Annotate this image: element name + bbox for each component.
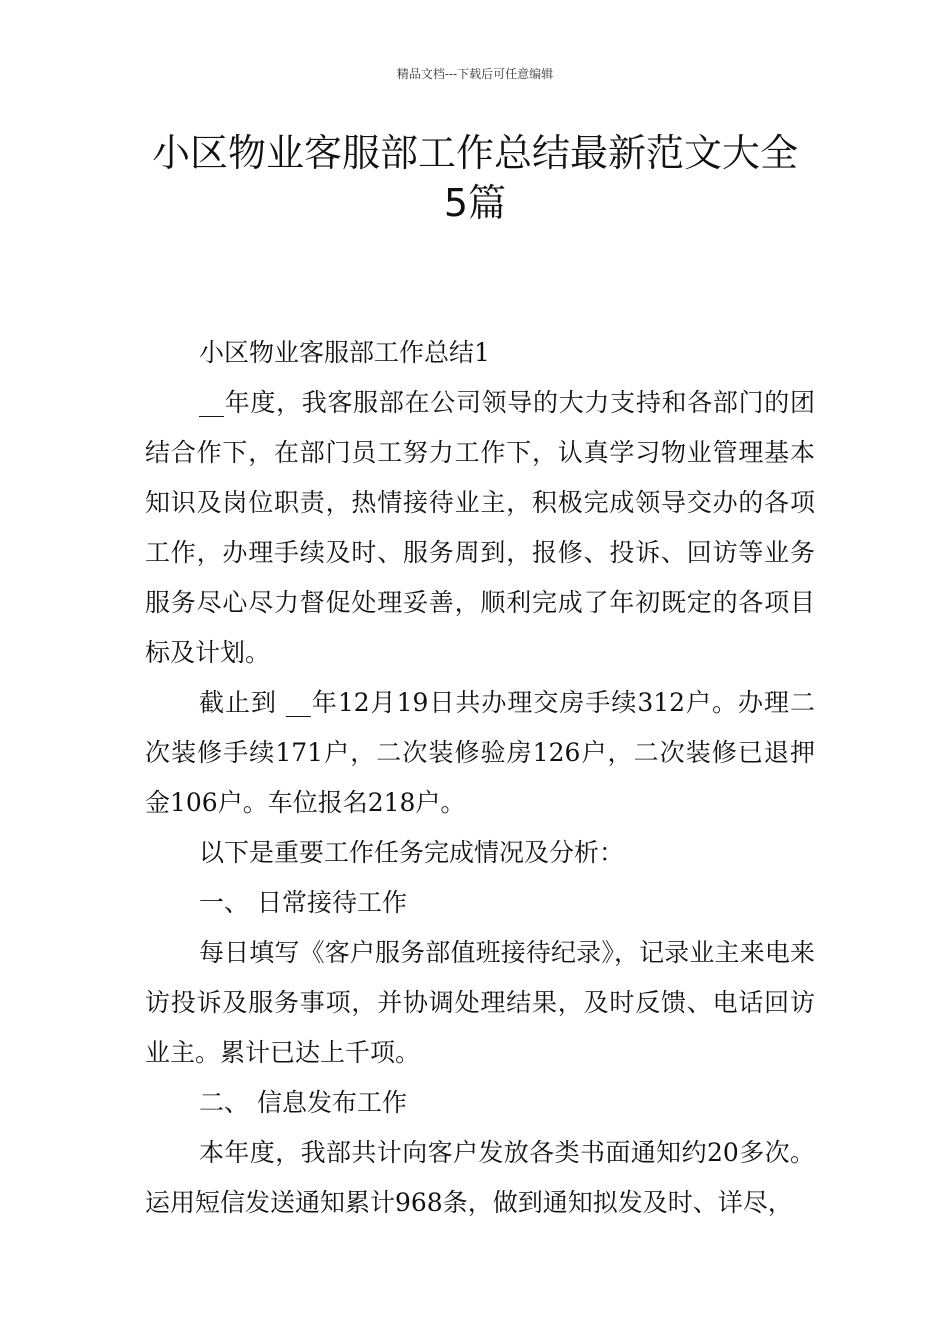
header-note: 精品文档---下载后可任意编辑 bbox=[396, 67, 554, 81]
body-paragraph: 以下是重要工作任务完成情况及分析： bbox=[199, 838, 625, 867]
document-title bbox=[100, 128, 850, 228]
body-paragraph: 截止到 __年12月19日共办理交房手续312户。办理二次装修手续171户，二次装修验房126户，二次装修已退押金106户。车位报名218户。 bbox=[145, 688, 815, 817]
body-paragraph: 每日填写《客户服务部值班接待纪录》，记录业主来电来访投诉及服务事项，并协调处理结果，及时反馈、电话回访业主。累计已达上千项。 bbox=[145, 938, 815, 1067]
body-paragraph: 本年度，我部共计向客户发放各类书面通知约20多次。运用短信发送通知累计968条，做到通知拟发及时、详尽， bbox=[145, 1138, 815, 1217]
subsection-heading: 一、 日常接待工作 bbox=[199, 888, 407, 917]
body-paragraph: __年度，我客服部在公司领导的大力支持和各部门的团结合作下，在部门员工努力工作下，认真学习物业管理基本知识及岗位职责，热情接待业主，积极完成领导交办的各项工作，办理手续及时、服务周到，报修、投诉、回访等业务服务尽心尽力督促处理妥善，顺利完成了年初既定的各项目标及计划。 bbox=[145, 388, 815, 667]
subsection-heading: 二、 信息发布工作 bbox=[199, 1088, 407, 1117]
document-body bbox=[145, 328, 815, 1228]
document-title-line-2: 5篇 bbox=[443, 181, 507, 225]
document-title-line-1: 小区物业客服部工作总结最新范文大全 bbox=[151, 131, 798, 175]
section-heading: 小区物业客服部工作总结1 bbox=[199, 338, 490, 367]
